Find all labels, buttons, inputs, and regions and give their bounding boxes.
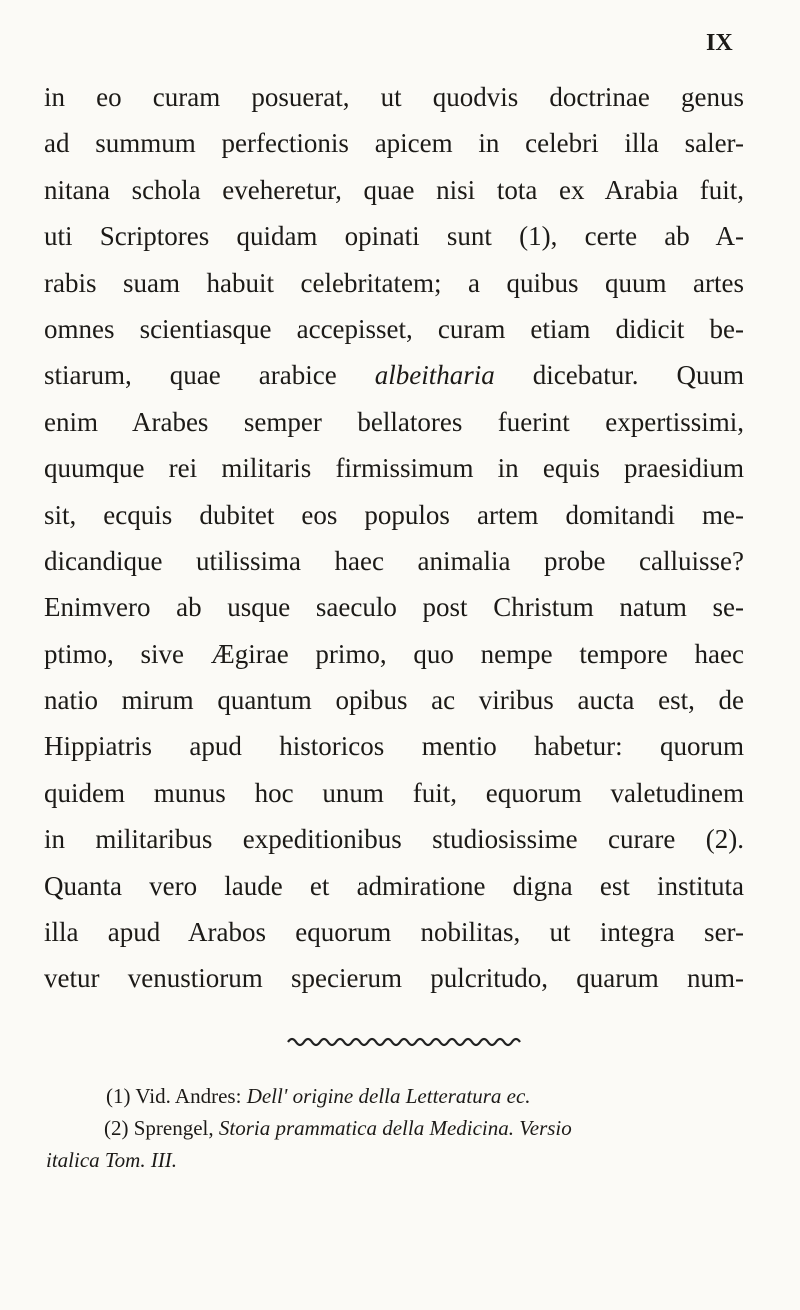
text-line: uti Scriptores quidam opinati sunt (1), certe ab A-	[44, 221, 744, 252]
footnote-2-title: Storia prammatica della Medicina. Versio	[218, 1116, 572, 1140]
body-text	[44, 74, 744, 1002]
text-line: nitana schola eveheretur, quae nisi tota ex Arabia fuit,	[44, 174, 744, 205]
text-line: Quanta vero laude et admiratione digna est instituta	[44, 870, 744, 901]
text-line: Enimvero ab usque saeculo post Christum natum se-	[44, 592, 744, 623]
italic-term: albeitharia	[374, 360, 495, 391]
footnote-2	[46, 1112, 766, 1144]
text-line: quumque rei militaris firmissimum in equis praesidium	[44, 453, 744, 484]
text-line-with-italic	[44, 352, 744, 398]
footnote-1-prefix: (1) Vid. Andres:	[106, 1084, 242, 1108]
page-number: IX	[706, 30, 733, 56]
text-line: in militaribus expeditionibus studiosissime curare (2).	[44, 824, 744, 855]
footnote-1	[46, 1080, 766, 1112]
text-line: ad summum perfectionis apicem in celebri illa saler-	[44, 128, 744, 159]
footnotes	[46, 1080, 766, 1176]
text-line: omnes scientiasque accepisset, curam etiam didicit be-	[44, 313, 744, 344]
footnote-2-prefix: (2) Sprengel,	[104, 1116, 214, 1140]
text-line: vetur venustiorum specierum pulcritudo, quarum num-	[44, 963, 744, 994]
footnote-2-continuation	[46, 1144, 766, 1176]
text-segment: stiarum, quae arabice	[44, 360, 337, 391]
text-line: sit, ecquis dubitet eos populos artem domitandi me-	[44, 499, 744, 530]
footnote-1-title: Dell' origine della Letteratura ec.	[246, 1084, 531, 1108]
text-line: ptimo, sive Ægirae primo, quo nempe tempore haec	[44, 638, 744, 669]
footnote-2-continuation-text: italica Tom. III.	[46, 1148, 178, 1172]
text-line: dicandique utilissima haec animalia probe calluisse?	[44, 545, 744, 576]
text-segment: dicebatur. Quum	[532, 360, 744, 391]
text-line: quidem munus hoc unum fuit, equorum valetudinem	[44, 777, 744, 808]
text-line: enim Arabes semper bellatores fuerint expertissimi,	[44, 406, 744, 437]
text-line: rabis suam habuit celebritatem; a quibus quum artes	[44, 267, 744, 298]
text-line: Hippiatris apud historicos mentio habetur: quorum	[44, 731, 744, 762]
text-line: natio mirum quantum opibus ac viribus aucta est, de	[44, 685, 744, 716]
text-line: illa apud Arabos equorum nobilitas, ut integra ser-	[44, 917, 744, 948]
text-line: in eo curam posuerat, ut quodvis doctrinae genus	[44, 82, 744, 112]
ornament-rule	[286, 1036, 526, 1048]
